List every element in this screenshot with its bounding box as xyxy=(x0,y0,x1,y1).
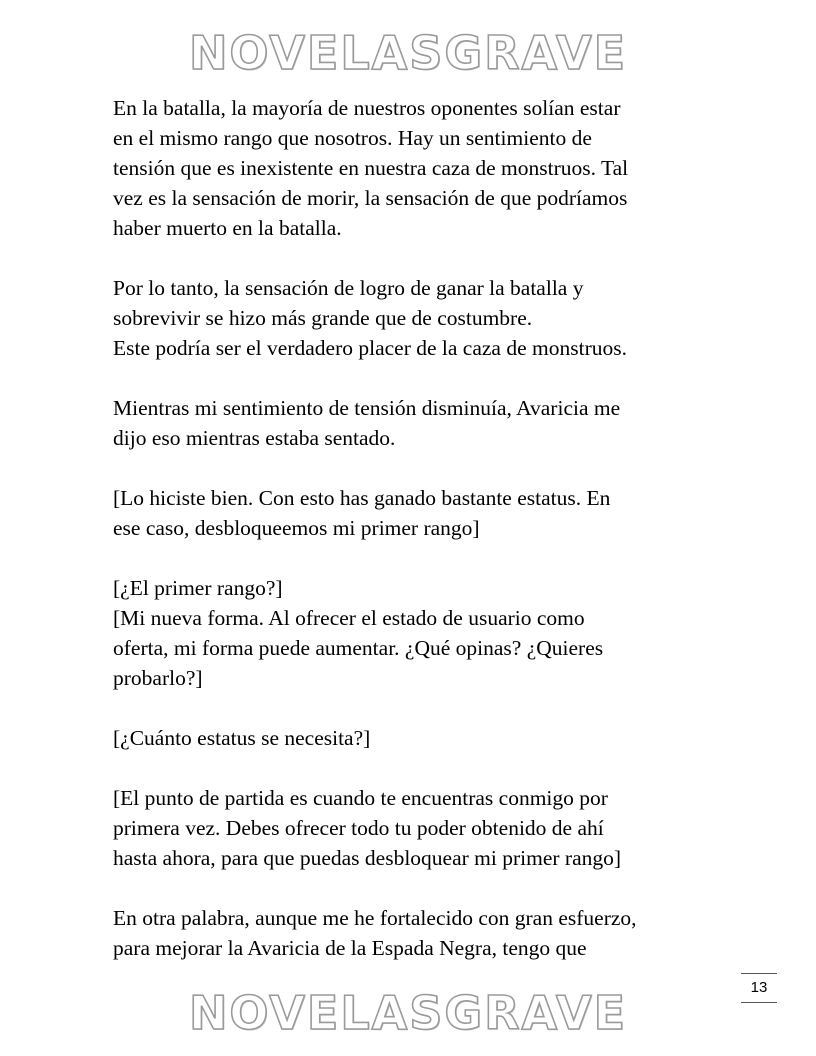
text-line: dijo eso mientras estaba sentado. xyxy=(113,426,396,450)
text-line: Este podría ser el verdadero placer de la caza de monstruos. xyxy=(113,336,627,360)
text-line: tensión que es inexistente en nuestra caza de monstruos. Tal xyxy=(113,156,629,180)
paragraph xyxy=(113,783,713,873)
text-line: haber muerto en la batalla. xyxy=(113,216,342,240)
paragraph xyxy=(113,483,713,543)
text-line: para mejorar la Avaricia de la Espada Negra, tengo que xyxy=(113,936,587,960)
text-line: [Lo hiciste bien. Con esto has ganado bastante estatus. En xyxy=(113,486,611,510)
text-line: en el mismo rango que nosotros. Hay un sentimiento de xyxy=(113,126,592,150)
text-line: primera vez. Debes ofrecer todo tu poder obtenido de ahí xyxy=(113,816,604,840)
page-body xyxy=(113,93,713,993)
footer-watermark: NOVELASGRAVE xyxy=(188,986,628,1040)
text-line: [¿Cuánto estatus se necesita?] xyxy=(113,726,371,750)
text-line: En la batalla, la mayoría de nuestros oponentes solían estar xyxy=(113,96,621,120)
paragraph xyxy=(113,903,713,963)
page-number: 13 xyxy=(741,973,777,1003)
text-line: sobrevivir se hizo más grande que de costumbre. xyxy=(113,306,533,330)
text-line: oferta, mi forma puede aumentar. ¿Qué opinas? ¿Quieres xyxy=(113,636,604,660)
text-line: vez es la sensación de morir, la sensación de que podríamos xyxy=(113,186,628,210)
header-watermark: NOVELASGRAVE xyxy=(188,26,628,80)
text-line: probarlo?] xyxy=(113,666,203,690)
text-line: hasta ahora, para que puedas desbloquear mi primer rango] xyxy=(113,846,622,870)
paragraph xyxy=(113,723,713,753)
text-line: [Mi nueva forma. Al ofrecer el estado de usuario como xyxy=(113,606,585,630)
paragraph xyxy=(113,573,713,693)
text-line: En otra palabra, aunque me he fortalecido con gran esfuerzo, xyxy=(113,906,637,930)
text-line: Mientras mi sentimiento de tensión disminuía, Avaricia me xyxy=(113,396,621,420)
paragraph xyxy=(113,393,713,453)
paragraph xyxy=(113,273,713,363)
text-line: [El punto de partida es cuando te encuentras conmigo por xyxy=(113,786,608,810)
paragraph xyxy=(113,93,713,243)
text-line: [¿El primer rango?] xyxy=(113,576,283,600)
text-line: ese caso, desbloqueemos mi primer rango] xyxy=(113,516,480,540)
text-line: Por lo tanto, la sensación de logro de ganar la batalla y xyxy=(113,276,584,300)
